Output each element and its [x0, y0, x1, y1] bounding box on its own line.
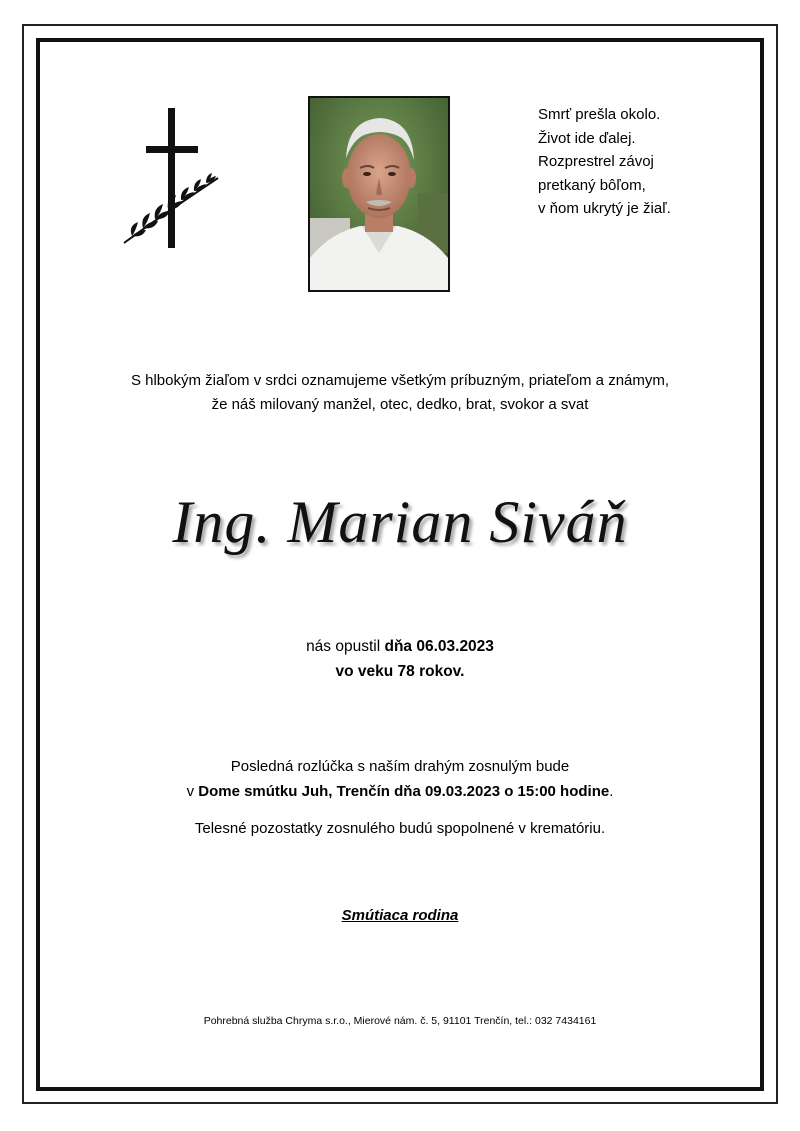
poem-line: pretkaný bôľom,: [538, 176, 646, 194]
farewell-place-time: Dome smútku Juh, Trenčín dňa 09.03.2023 o 15:00 hodine: [198, 783, 610, 800]
death-prefix: nás opustil: [306, 638, 385, 655]
farewell-info: [60, 754, 740, 804]
poem-line: Smrť prešla okolo.: [538, 106, 661, 123]
mourning-family: Smútiaca rodina: [341, 907, 459, 924]
poem-line: Rozprestrel závoj: [538, 153, 654, 170]
death-date: dňa 06.03.2023: [384, 638, 494, 655]
death-info: [60, 634, 740, 684]
farewell-suffix: .: [609, 783, 614, 800]
announcement-intro: [60, 369, 740, 417]
farewell-prefix: v: [186, 783, 199, 800]
farewell-line-1: Posledná rozlúčka s naším drahým zosnulým bude: [230, 758, 570, 775]
poem-line: Život ide ďalej.: [538, 129, 636, 147]
deceased-name: Ing. Marian Siváň: [172, 489, 628, 555]
intro-line-2: že náš milovaný manžel, otec, dedko, brat, svokor a svat: [211, 396, 589, 413]
death-age: vo veku 78 rokov.: [335, 663, 465, 680]
death-date-line: [60, 634, 740, 659]
farewell-line-2: [60, 779, 740, 804]
funeral-service-footer: Pohrebná služba Chryma s.r.o., Mierové nám. č. 5, 91101 Trenčín, tel.: 032 7434161: [203, 1015, 597, 1027]
poem-line: v ňom ukrytý je žiaľ.: [538, 200, 671, 217]
intro-line-1: S hlbokým žiaľom v srdci oznamujeme všetkým príbuzným, priateľom a známym,: [130, 372, 670, 389]
remains-note: Telesné pozostatky zosnulého budú spopolnené v krematóriu.: [194, 820, 606, 837]
memorial-poem: [538, 103, 758, 221]
portrait-photo: [308, 96, 450, 292]
cross-with-palm-icon: [118, 108, 228, 253]
